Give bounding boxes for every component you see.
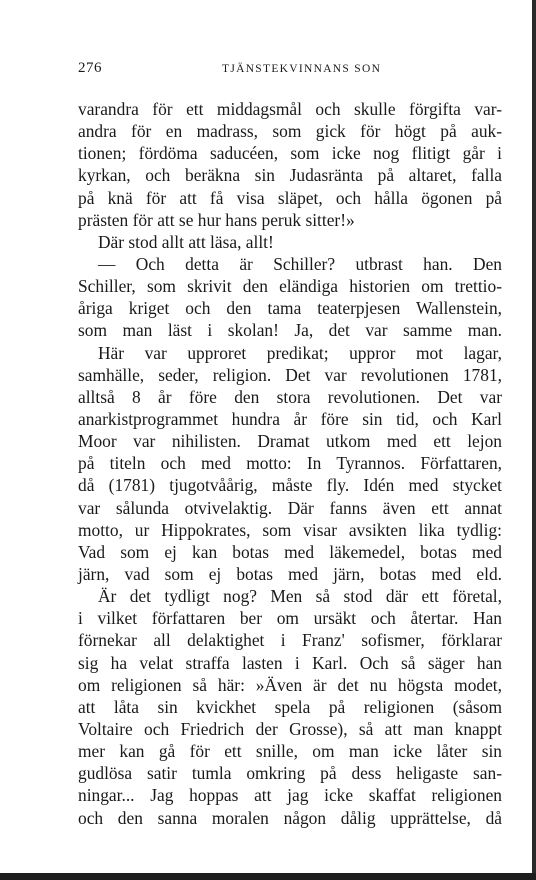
text-line: sig ha velat straffa lasten i Karl. Och så säger han: [78, 652, 502, 673]
page-edge-bottom: [0, 873, 536, 880]
text-line: järn, vad som ej botas med järn, botas med eld.: [78, 563, 502, 584]
text-line: kyrkan, och beräkna sin Judasränta på altaret, falla: [78, 165, 502, 186]
text-line: andra för en madrass, som gick för högt på auk-: [78, 121, 502, 142]
page-number: 276: [78, 60, 102, 76]
text-line: Schiller, som skrivit den eländiga historien om trettio-: [78, 276, 502, 297]
text-line: på knä för att få visa släpet, och hålla ögonen på: [78, 187, 502, 208]
text-line: i vilket författaren ber om ursäkt och återtar. Han: [78, 608, 502, 629]
text-line: Vad som ej kan botas med läkemedel, botas med: [78, 541, 502, 562]
text-line: — Och detta är Schiller? utbrast han. Den: [98, 253, 502, 274]
text-line: ningar... Jag hoppas att jag icke skaffat religionen: [78, 785, 502, 806]
running-title: TJÄNSTEKVINNANS SON: [222, 63, 382, 75]
text-line: tionen; fördöma saducéen, som icke nog flitigt går i: [78, 143, 502, 164]
body-text: [78, 98, 502, 829]
text-line: samhälle, seder, religion. Det var revolutionen 1781,: [78, 364, 502, 385]
text-line: åriga kriget och den tama teaterpjesen Wallenstein,: [78, 298, 502, 319]
text-line: varandra för ett middagsmål och skulle förgifta var-: [78, 99, 502, 119]
text-line: anarkistprogrammet hundra år före sin tid, och Karl: [78, 408, 502, 429]
text-line: var sålunda otvivelaktig. Där fanns även ett annat: [78, 497, 502, 518]
text-line: Är det tydligt nog? Men så stod där ett företal,: [98, 586, 502, 607]
text-line: Moor var nihilisten. Dramat utkom med ett lejon: [78, 431, 502, 452]
page-edge-right: [532, 0, 536, 880]
text-line: mer kan gå för ett snille, om man icke låter sin: [78, 741, 502, 762]
text-line: gudlösa satir tumla omkring på dess heligaste san-: [78, 763, 502, 784]
text-line: alltså 8 år före den stora revolutionen. Det var: [78, 386, 502, 407]
text-line: Här var upproret predikat; uppror mot lagar,: [98, 342, 502, 363]
text-line: på titeln och med motto: In Tyrannos. Författaren,: [78, 453, 502, 474]
text-line: och den sanna moralen någon dålig upprättelse, då: [78, 807, 502, 828]
text-line: Där stod allt att läsa, allt!: [98, 231, 274, 252]
text-line: Voltaire och Friedrich der Grosse), så att man knappt: [78, 718, 502, 739]
text-line: förnekar all delaktighet i Franz' sofismer, förklarar: [78, 630, 502, 651]
text-line: att låta sin kvickhet spela på religionen (såsom: [78, 696, 502, 717]
text-line: om religionen så här: »Även är det nu högsta modet,: [78, 674, 502, 695]
text-line: då (1781) tjugotvåårig, måste fly. Idén med stycket: [78, 475, 502, 496]
text-line: prästen för att se hur hans peruk sitter!»: [78, 209, 355, 230]
text-line: som man läst i skolan! Ja, det var samme man.: [78, 320, 502, 341]
text-line: motto, ur Hippokrates, som visar avsikten lika tydlig:: [78, 519, 502, 540]
